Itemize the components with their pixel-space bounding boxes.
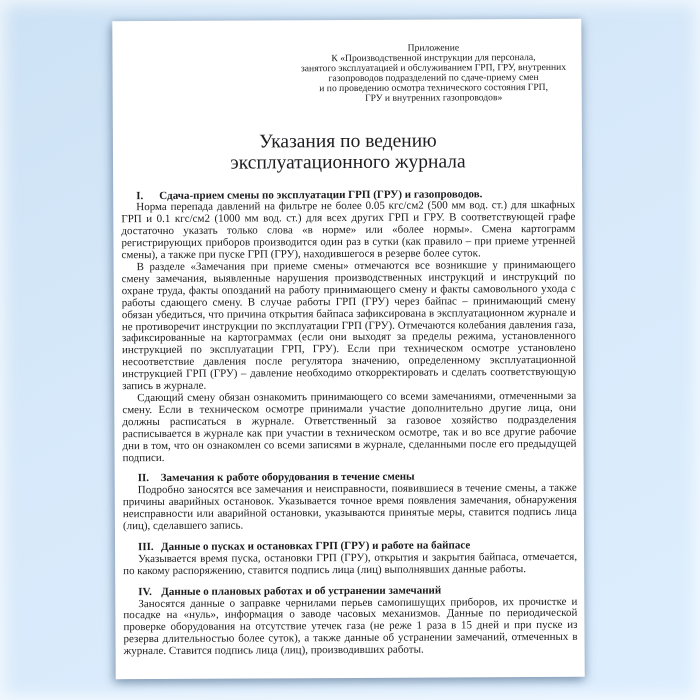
section-3	[123, 540, 577, 578]
header-line: Приложение	[407, 42, 460, 54]
document-title-line-1: Указания по ведению	[259, 130, 437, 153]
section-1	[121, 188, 576, 464]
section-heading-text: Данные о плановых работах и об устранении замечаний	[161, 584, 442, 598]
paragraph: В разделе «Замечания при приеме смены» отмечаются все возникшие у принимающего смену замечания, выявленные нарушения производственных инструкций и инструкций по охране труда, факты опозданий на работу принимающего смену и факты самовольного ухода с работы сдающего смену. В случае работы ГРП (ГРУ) через байпас – принимающий смену обязан убедиться, что причина открытия байпаса зафиксирована в эксплуатационном журнале и не противоречит инструкции по эксплуатации ГРП (ГРУ). Отмечаются колебания давления газа, зафиксированные на картограммах (если они выходят за пределы режима, установленного инструкцией по эксплуатации ГРП, ГРУ). Если при техническом осмотре установлено несоответствие давления после регулятора значению, определенному эксплуатационной инструкцией ГРП (ГРУ) – давление необходимо откорректировать и сделать соответствующую запись в журнале.	[121, 258, 577, 393]
section-number: I.	[136, 189, 144, 202]
section-heading-text: Данные о пусках и остановках ГРП (ГРУ) и работе на байпасе	[161, 539, 471, 553]
section-heading-text: Замечания к работе оборудования в течение смены	[160, 471, 415, 485]
section-heading-text: Сдача-прием смены по эксплуатации ГРП (ГРУ) и газопроводов.	[159, 187, 483, 202]
header-line: ГРУ и внутренних газопроводов»	[365, 92, 503, 105]
paragraph: Указывается время пуска, остановки ГРП (ГРУ), открытия и закрытия байпаса, отмечается, по какому распоряжению, ставится подпись лица (лиц) выполнявших данные работы.	[123, 550, 578, 577]
header-line: К «Производственной инструкции для персонала,	[331, 52, 536, 65]
paragraph: Норма перепада давлений на фильтре не более 0.05 кгс/см2 (500 мм вод. ст.) для шкафных ГРП и 0.1 кгс/см2 (1000 мм вод. ст.) для всех других ГРП и ГРУ. В соответствующей графе достаточно указать только слова «в норме» или «более нормы». Смена картограмм регистрирующих приборов производится один раз в сутки (как правило – при приеме утренней смены), а также при пуске ГРП (ГРУ), находившегося в резерве более суток.	[121, 199, 576, 262]
paragraph: Заносятся данные о заправке чернилами перьев самопишущих приборов, их прочистке и посадке на «нуль», информация о заводе часовых механизмов. Данные по периодической проверке оборудования на отсутствие утечек газа (не реже 1 раза в 15 дней и при пуске из резерва длительностью более суток), а также данные об устранении замечаний, отмеченных в журнале. Ставится подпись лица (лиц), производивших работы.	[123, 595, 578, 658]
header-line: газопроводов подразделений по сдаче-приему смен	[328, 72, 539, 85]
section-number: II.	[137, 472, 150, 485]
document-title	[121, 129, 575, 174]
document-content	[112, 19, 584, 679]
document-title-line-2: эксплуатационного журнала	[230, 151, 466, 174]
header-line: занятого эксплуатацией и обслуживанием ГРП, ГРУ, внутренних	[300, 62, 567, 75]
section-number: III.	[138, 540, 154, 554]
document-page	[112, 19, 584, 679]
paragraph: Подробно заносятся все замечания и неисправности, появившиеся в течение смены, а также причины аварийных остановок. Указывается точное время появления замечания, обнаружения неисправности или аварийной остановки, указываются принятые меры, ставится подпись лица (лиц), сделавшего запись.	[122, 482, 577, 533]
document-header-block	[290, 43, 576, 105]
header-line: и по проведению осмотра технического состояния ГРП,	[319, 82, 549, 95]
section-number: IV.	[138, 585, 152, 598]
section-2	[123, 471, 577, 533]
paragraph: Сдающий смену обязан ознакомить принимающего со всеми замечаниями, отмеченными за смену. Если в техническом осмотре принимали участие дополнительно другие лица, они должны расписаться в журнале. Ответственный за газовое хозяйство подразделения расписывается в журнале как при участии в техническом осмотре, так и во все другие рабочие дни в том, что он ознакомлен со всеми записями в журнале, сделанными после его предыдущей подписи.	[122, 389, 577, 464]
section-4	[123, 584, 577, 658]
